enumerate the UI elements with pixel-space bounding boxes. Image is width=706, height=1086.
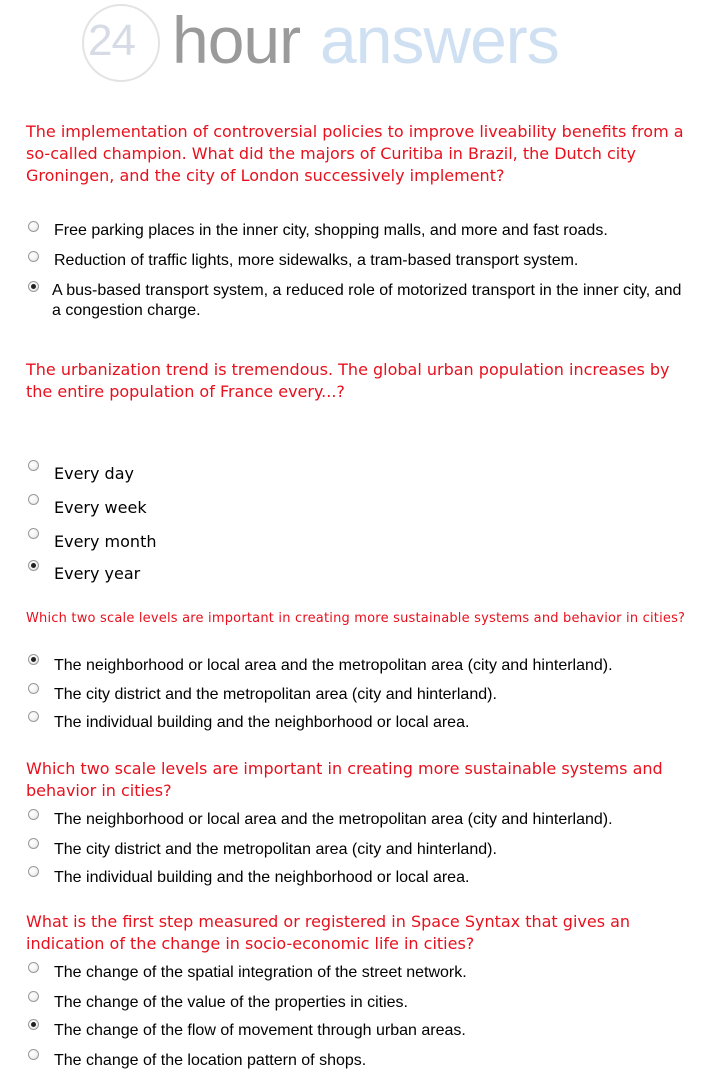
question-3-text: Which two scale levels are important in creating more sustainable systems and behavior in cities?	[26, 611, 686, 626]
logo-number: 24	[88, 16, 135, 65]
radio-button[interactable]	[28, 251, 39, 262]
question-4-text: Which two scale levels are important in creating more sustainable systems and behavior in cities?	[26, 759, 663, 800]
radio-button-selected[interactable]	[28, 281, 39, 292]
radio-button[interactable]	[28, 528, 39, 539]
option-label: The city district and the metropolitan area (city and hinterland).	[54, 841, 497, 858]
option-label: The change of the flow of movement through urban areas.	[54, 1022, 466, 1039]
radio-button[interactable]	[28, 809, 39, 820]
radio-button[interactable]	[28, 494, 39, 505]
option-label: Reduction of traffic lights, more sidewalks, a tram-based transport system.	[54, 252, 579, 269]
question-1-text: The implementation of controversial policies to improve liveability benefits from a so-called champion. What did the majors of Curitiba in Brazil, the Dutch city Groningen, and the city of London successively implement?	[26, 122, 684, 185]
radio-button-selected[interactable]	[28, 1019, 39, 1030]
radio-button[interactable]	[28, 962, 39, 973]
option-label: Every day	[54, 464, 134, 483]
question-5-text: What is the first step measured or registered in Space Syntax that gives an indication of the change in socio-economic life in cities?	[26, 912, 631, 953]
option-label: The neighborhood or local area and the metropolitan area (city and hinterland).	[54, 811, 613, 828]
option-label: Free parking places in the inner city, shopping malls, and more and fast roads.	[54, 222, 608, 239]
option-label: A bus-based transport system, a reduced role of motorized transport in the inner city, and a congestion charge.	[52, 282, 682, 319]
radio-button[interactable]	[28, 866, 39, 877]
option-label: The change of the location pattern of shops.	[54, 1052, 367, 1069]
radio-button[interactable]	[28, 711, 39, 722]
radio-button[interactable]	[28, 683, 39, 694]
option-label: The neighborhood or local area and the metropolitan area (city and hinterland).	[54, 657, 613, 674]
radio-button-selected[interactable]	[28, 560, 39, 571]
option-label: The change of the spatial integration of the street network.	[54, 964, 467, 981]
radio-button[interactable]	[28, 991, 39, 1002]
option-label: Every year	[54, 564, 141, 583]
radio-button-selected[interactable]	[28, 654, 39, 665]
option-label: Every month	[54, 532, 157, 551]
radio-button[interactable]	[28, 1049, 39, 1060]
radio-button[interactable]	[28, 460, 39, 471]
radio-button[interactable]	[28, 221, 39, 232]
option-label: Every week	[54, 498, 147, 517]
radio-button[interactable]	[28, 838, 39, 849]
option-label: The city district and the metropolitan area (city and hinterland).	[54, 686, 497, 703]
option-label: The individual building and the neighborhood or local area.	[54, 869, 470, 886]
logo-word-answers: answers	[320, 3, 559, 77]
logo-word-hour: hour	[172, 3, 301, 77]
question-2-text: The urbanization trend is tremendous. The global urban population increases by the entire population of France every...?	[26, 360, 670, 401]
option-label: The individual building and the neighborhood or local area.	[54, 714, 470, 731]
option-label: The change of the value of the properties in cities.	[54, 994, 408, 1011]
